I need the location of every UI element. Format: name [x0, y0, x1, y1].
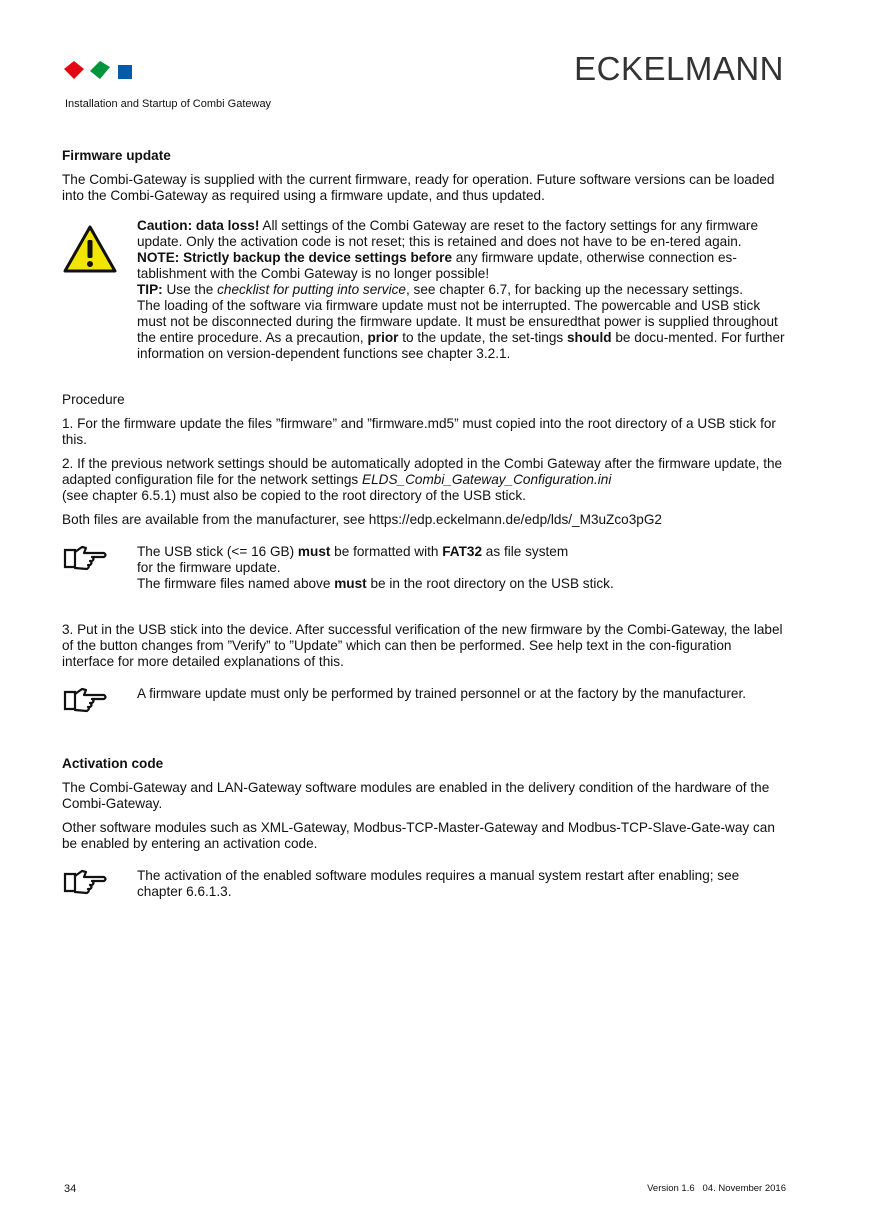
caution-text	[137, 218, 787, 362]
step-2-post: (see chapter 6.5.1) must also be copied to the root directory of the USB stick.	[62, 488, 526, 503]
usb-note-l3-post: be in the root directory on the USB stick.	[366, 576, 614, 591]
tip-text-post: , see chapter 6.7, for backing up the necessary settings.	[405, 282, 744, 297]
tip-text-pre: Use the	[162, 282, 218, 297]
usb-note-l1-mid: be formatted with	[330, 544, 443, 559]
procedure-step-3: 3. Put in the USB stick into the device. After successful verification of the new firmware by the Combi-Gateway, the label of the button changes from ”Verify” to ”Update” which can then be performed. See help text in the con-figuration interface for more detailed explanations of this.	[62, 622, 783, 669]
should-word: should	[566, 330, 612, 345]
backup-note-label: NOTE: Strictly backup the device settings before	[137, 250, 452, 265]
step-2-pre: 2. If the previous network settings should be automatically adopted in the Combi Gateway after the firmware update, the adapted configuration file for the network settings	[62, 456, 783, 487]
trained-note-block	[62, 686, 787, 718]
both-files-text: Both files are available from the manufacturer, see https://edp.eckelmann.de/edp/lds/_M3uZco3pG2	[62, 512, 662, 527]
activation-note-block	[62, 868, 787, 900]
config-file-name: ELDS_Combi_Gateway_Configuration.ini	[362, 472, 612, 487]
procedure-label: Procedure	[62, 392, 125, 407]
tip-checklist: checklist for putting into service	[217, 282, 406, 297]
eckelmann-logo-squares	[62, 57, 136, 83]
trained-note-text: A firmware update must only be performed by trained personnel or at the factory by the manufacturer.	[137, 686, 747, 701]
activation-heading: Activation code	[62, 756, 164, 771]
usb-note-l1-post: as file system	[482, 544, 569, 559]
caution-label: Caution: data loss!	[137, 218, 260, 233]
procedure-step-2	[62, 456, 787, 504]
page-content	[62, 148, 787, 908]
usb-must-2: must	[334, 576, 367, 591]
page-subtitle: Installation and Startup of Combi Gateway	[65, 98, 272, 110]
usb-note-l1-pre: The USB stick (<= 16 GB)	[137, 544, 298, 559]
backup-note-text: any firmware update, otherwise connection es-tablishment with the Combi Gateway is no longer possible!	[137, 250, 737, 281]
usb-note-block	[62, 544, 787, 592]
tip-label: TIP:	[137, 282, 163, 297]
usb-must-1: must	[297, 544, 331, 559]
fat32-label: FAT32	[442, 544, 483, 559]
version-info: Version 1.6 04. November 2016	[647, 1183, 786, 1194]
loading-text-pre: The loading of the software via firmware update must not be interrupted. The powercable and USB stick must not be disconnected during the firmware update. It must be ensuredthat power is supplied throughout the entire procedure. As a precaution,	[137, 298, 778, 345]
usb-note-l2: for the firmware update.	[137, 560, 281, 575]
brand-logo-text: ECKELMANN	[574, 50, 784, 87]
activation-p2: Other software modules such as XML-Gateway, Modbus-TCP-Master-Gateway and Modbus-TCP-Slave-Gate-way can be enabled by entering an activation code.	[62, 820, 775, 851]
firmware-heading: Firmware update	[62, 148, 171, 163]
activation-p1: The Combi-Gateway and LAN-Gateway software modules are enabled in the delivery condition of the hardware of the Combi-Gateway.	[62, 780, 770, 811]
caution-text-1: All settings of the Combi Gateway are reset to the factory settings for any firmware update. Only the activation code is not reset; this is retained and does not have to be en-tered again.	[137, 218, 759, 249]
loading-text-mid: to the update, the set-tings	[398, 330, 567, 345]
activation-note-text: The activation of the enabled software modules requires a manual system restart after enabling; see chapter 6.6.1.3.	[137, 868, 740, 899]
warning-triangle-icon	[62, 218, 137, 278]
loading-text-post: be docu-mented. For further information on version-dependent functions see chapter 3.2.1.	[137, 330, 785, 361]
firmware-intro: The Combi-Gateway is supplied with the current firmware, ready for operation. Future software versions can be loaded into the Combi-Gateway as required using a firmware update, and thus updated.	[62, 172, 775, 203]
pointing-hand-icon	[62, 686, 137, 718]
caution-block	[62, 218, 787, 362]
usb-note-text	[137, 544, 787, 592]
page-number: 34	[64, 1183, 77, 1195]
prior-word: prior	[367, 330, 399, 345]
procedure-step-1: 1. For the firmware update the files ”firmware” and ”firmware.md5” must copied into the root directory of a USB stick for this.	[62, 416, 776, 447]
pointing-hand-icon	[62, 544, 137, 576]
pointing-hand-icon	[62, 868, 137, 900]
usb-note-l3-pre: The firmware files named above	[137, 576, 335, 591]
